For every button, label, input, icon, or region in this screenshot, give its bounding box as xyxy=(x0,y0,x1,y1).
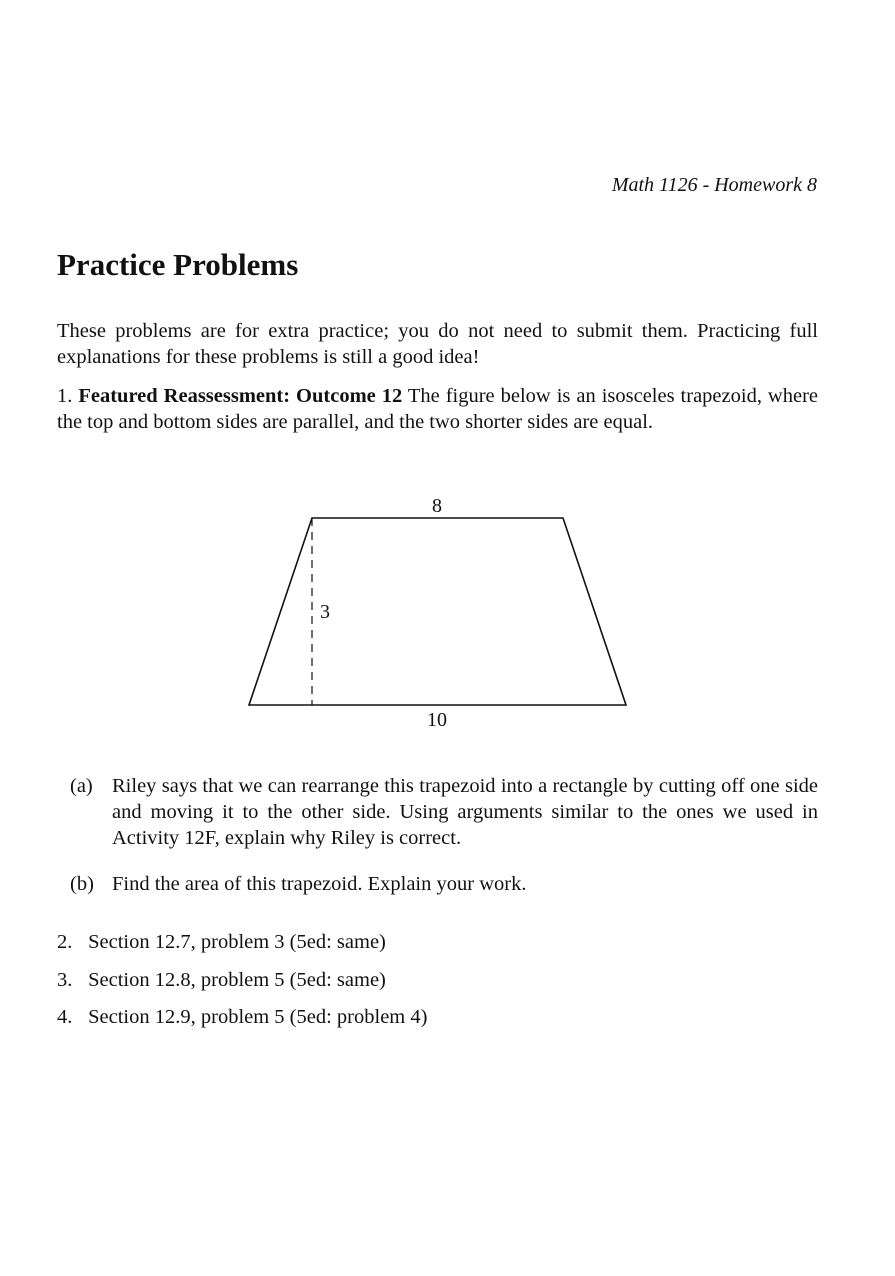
problem-1-text: The figure below is an isosceles trapezoid, where the top and bottom sides are parallel, and the two shorter sides are equal. xyxy=(57,385,819,433)
list-item xyxy=(57,1004,427,1030)
list-item xyxy=(57,967,427,993)
running-header: Math 1126 - Homework 8 xyxy=(611,174,817,196)
subpart-b-marker: (b) xyxy=(70,873,94,895)
problem-number: 3. xyxy=(57,968,73,991)
subpart-b-text: Find the area of this trapezoid. Explain your work. xyxy=(112,873,527,895)
problem-number: 2. xyxy=(57,931,73,953)
intro-paragraph: These problems are for extra practice; you do not need to submit them. Practicing full explanations for these problems is still a good idea! xyxy=(57,320,818,368)
problem-text: Section 12.8, problem 5 (5ed: same) xyxy=(88,968,386,991)
subpart-a-text: Riley says that we can rearrange this trapezoid into a rectangle by cutting off one side and moving it to the other side. Using arguments similar to the ones we used in Activity 12F, explain why Riley is correct. xyxy=(112,775,818,849)
problem-list xyxy=(57,929,427,1042)
bottom-side-label: 10 xyxy=(427,709,447,731)
problem-number: 4. xyxy=(57,1006,73,1028)
subpart-b xyxy=(70,871,818,897)
subpart-a-marker: (a) xyxy=(70,775,93,797)
height-label: 3 xyxy=(320,601,330,623)
trapezoid-figure xyxy=(240,490,640,735)
trapezoid-shape xyxy=(249,518,626,705)
subpart-a xyxy=(70,773,818,851)
section-title: Practice Problems xyxy=(57,247,299,282)
top-side-label: 8 xyxy=(432,495,442,517)
problem-1-number: 1. xyxy=(57,385,73,407)
list-item xyxy=(57,929,427,955)
problem-text: Section 12.7, problem 3 (5ed: same) xyxy=(88,931,386,953)
problem-1 xyxy=(57,383,818,435)
trapezoid-svg xyxy=(240,490,640,735)
problem-1-bold-label: Featured Reassessment: Outcome 12 xyxy=(78,385,403,407)
problem-text: Section 12.9, problem 5 (5ed: problem 4) xyxy=(88,1006,428,1028)
